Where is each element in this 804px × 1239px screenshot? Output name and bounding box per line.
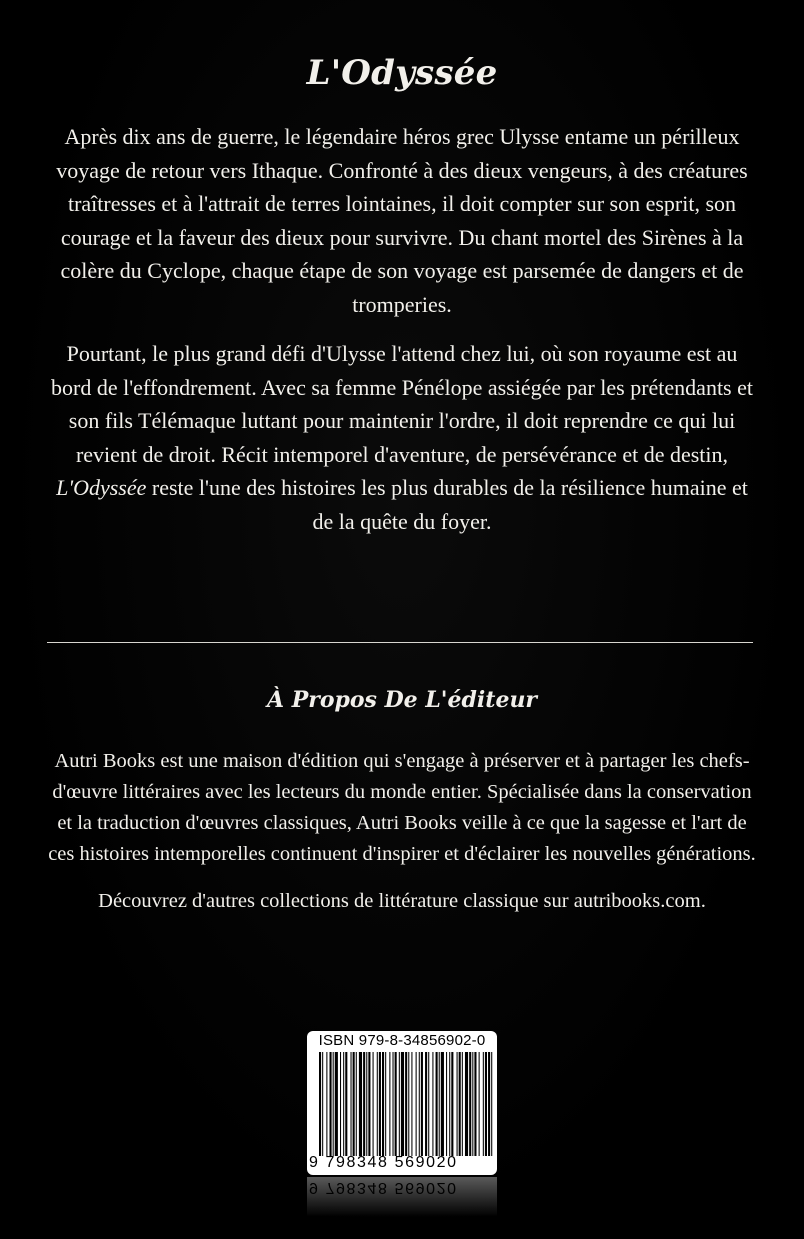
barcode-bar — [474, 1052, 476, 1156]
barcode-bar — [353, 1052, 355, 1156]
description-paragraph-1: Après dix ans de guerre, le légendaire héros grec Ulysse entame un périlleux voyage de retour vers Ithaque. Confronté à des dieux vengeurs, à des créatures traîtresses et à l'attrait de terres lointaines, il doit compter sur son esprit, son courage et la faveur des dieux pour survivre. Du chant mortel des Sirènes à la colère du Cyclope, chaque étape de son voyage est parsemée de dangers et de tromperies. — [56, 124, 748, 317]
about-paragraph-2: Découvrez d'autres collections de littérature classique sur autribooks.com. — [98, 890, 706, 912]
book-title: L'Odyssée — [306, 53, 498, 93]
barcode-bar — [491, 1052, 492, 1156]
barcode-bar — [401, 1052, 404, 1156]
barcode-bar — [363, 1052, 365, 1156]
about-publisher — [44, 746, 760, 933]
barcode-bar — [405, 1052, 407, 1156]
barcode-bar — [419, 1052, 420, 1156]
barcode-bar — [472, 1052, 473, 1156]
about-heading: À Propos De L'éditeur — [266, 687, 538, 713]
description-paragraph-2 — [44, 337, 760, 538]
barcode-bar — [335, 1052, 338, 1156]
barcode-bar — [469, 1052, 471, 1156]
barcode-bar — [446, 1052, 447, 1156]
barcode-bar — [385, 1052, 386, 1156]
isbn-digits: 9 798348 569020 — [309, 1154, 458, 1171]
barcode-bar — [399, 1052, 400, 1156]
barcode-bar — [356, 1052, 357, 1156]
barcode-bar — [322, 1052, 323, 1156]
barcode-bar — [373, 1052, 374, 1156]
barcode-bar — [393, 1052, 394, 1156]
description-paragraph-2-start: Pourtant, le plus grand défi d'Ulysse l'attend chez lui, où son royaume est au bord de l'effondrement. Avec sa femme Pénélope assiégée par les prétendants et son fils Télémaque luttant pour maintenir l'ordre, il doit reprendre ce qui lui revient de droit. Récit intemporel d'aventure, de persévérance et de destin, — [51, 341, 753, 467]
barcode-bar — [449, 1052, 450, 1156]
barcode-bar — [451, 1052, 453, 1156]
reflection-digits: 9 798348 569020 — [309, 1179, 458, 1196]
section-divider — [47, 642, 753, 643]
barcode-bar — [319, 1052, 321, 1156]
barcode-bar — [408, 1052, 409, 1156]
barcode-bar — [428, 1052, 429, 1156]
barcode-bar — [479, 1052, 480, 1156]
barcode-bar — [439, 1052, 440, 1156]
barcode-bar — [488, 1052, 490, 1156]
barcode-bar — [377, 1052, 378, 1156]
book-description — [44, 120, 760, 554]
barcode-bar — [326, 1052, 327, 1156]
barcode-bars — [319, 1052, 493, 1156]
barcode-bar — [421, 1052, 423, 1156]
barcode-reflection-mirror — [307, 1177, 497, 1217]
barcode-bar — [340, 1052, 341, 1156]
barcode-bar — [411, 1052, 412, 1156]
barcode-bar — [441, 1052, 444, 1156]
barcode-bar — [483, 1052, 484, 1156]
description-paragraph-2-end: reste l'une des histoires les plus durables de la résilience humaine et de la quête du foyer. — [146, 475, 748, 534]
isbn-barcode — [307, 1031, 497, 1175]
barcode-bar — [379, 1052, 381, 1156]
about-paragraph-1: Autri Books est une maison d'édition qui s'engage à préserver et à partager les chefs-d'œuvre littéraires avec les lecteurs du monde entier. Spécialisée dans la conservation et la traduction d'œuvres classiques, Autri Books veille à ce que la sagesse et l'art de ces histoires intemporelles continuent d'inspirer et d'éclairer les nouvelles générations. — [48, 750, 756, 865]
barcode-bar — [333, 1052, 334, 1156]
barcode-bar — [343, 1052, 344, 1156]
barcode-bar — [465, 1052, 468, 1156]
barcode-bar — [330, 1052, 332, 1156]
barcode-bar — [345, 1052, 347, 1156]
barcode-bar — [457, 1052, 458, 1156]
barcode-bar — [462, 1052, 463, 1156]
barcode-bar — [366, 1052, 367, 1156]
barcode-reflection — [307, 1177, 497, 1217]
barcode-bar — [432, 1052, 433, 1156]
barcode-bar — [389, 1052, 390, 1156]
barcode-bar — [416, 1052, 417, 1156]
barcode-bar — [368, 1052, 370, 1156]
barcode-bar — [351, 1052, 352, 1156]
description-title-italic: L'Odyssée — [56, 475, 147, 500]
barcode-bar — [382, 1052, 384, 1156]
barcode-bar — [395, 1052, 397, 1156]
barcode-bar — [425, 1052, 427, 1156]
barcode-bar — [485, 1052, 487, 1156]
barcode-bar — [436, 1052, 438, 1156]
barcode-bar — [359, 1052, 362, 1156]
barcode-bar — [459, 1052, 461, 1156]
isbn-label: ISBN 979-8-34856902-0 — [318, 1032, 486, 1049]
